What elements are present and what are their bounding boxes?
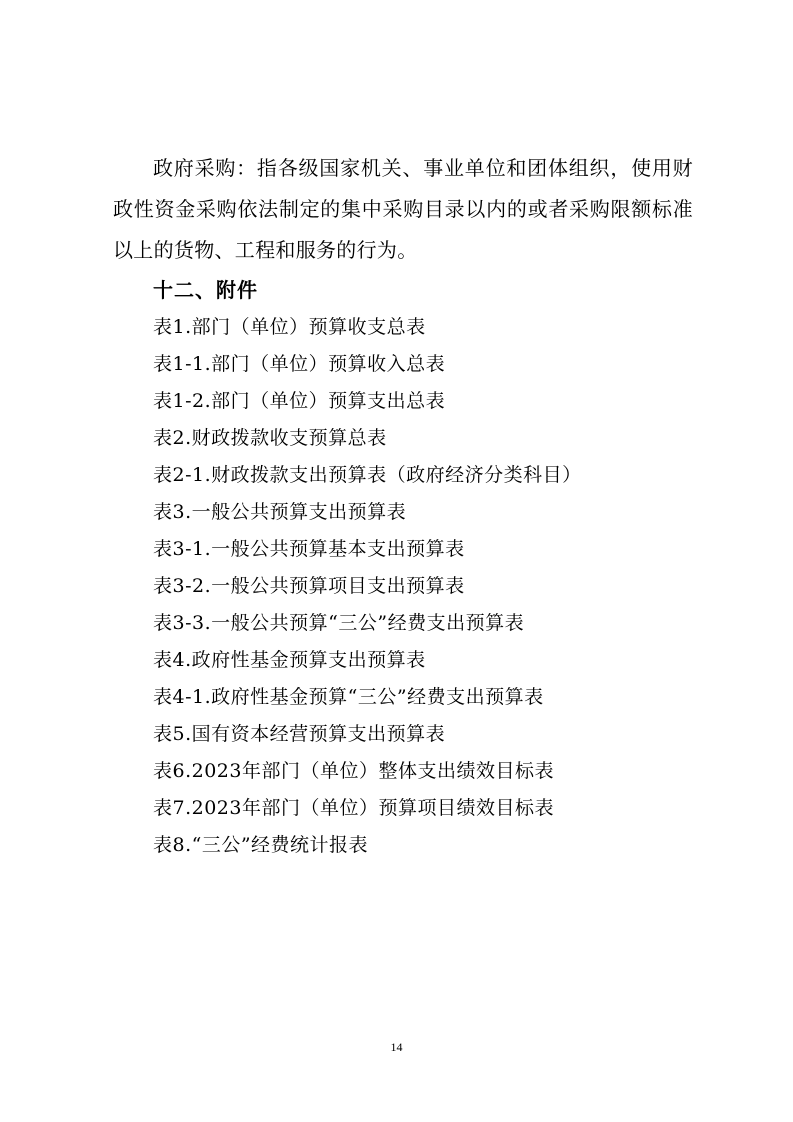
attachment-item: 表3.一般公共预算支出预算表 — [153, 501, 407, 523]
attachment-item: 表4.政府性基金预算支出预算表 — [153, 649, 426, 671]
attachment-item: 表2.财政拨款收支预算总表 — [153, 427, 387, 449]
attachment-item: 表6.2023年部门（单位）整体支出绩效目标表 — [153, 760, 554, 782]
page-number: 14 — [390, 1040, 403, 1054]
government-procurement-paragraph: 政府采购：指各级国家机关、事业单位和团体组织，使用财政性资金采购依法制定的集中采购目录以内的或者采购限额标准以上的货物、工程和服务的行为。 — [113, 156, 693, 262]
attachment-item: 表1.部门（单位）预算收支总表 — [153, 316, 426, 338]
attachment-item: 表4-1.政府性基金预算“三公”经费支出预算表 — [153, 686, 544, 708]
attachment-item: 表3-2.一般公共预算项目支出预算表 — [153, 575, 465, 597]
attachment-item: 表3-1.一般公共预算基本支出预算表 — [153, 538, 465, 560]
attachment-item: 表1-1.部门（单位）预算收入总表 — [153, 353, 446, 375]
attachment-item: 表1-2.部门（单位）预算支出总表 — [153, 390, 446, 412]
attachment-item: 表2-1.财政拨款支出预算表（政府经济分类科目） — [153, 464, 582, 486]
attachment-item: 表8.“三公”经费统计报表 — [153, 834, 369, 856]
attachment-item: 表7.2023年部门（单位）预算项目绩效目标表 — [153, 797, 554, 819]
attachment-list — [153, 309, 582, 864]
section-heading: 十二、附件 — [153, 278, 258, 302]
attachment-item: 表5.国有资本经营预算支出预算表 — [153, 723, 446, 745]
attachment-item: 表3-3.一般公共预算“三公”经费支出预算表 — [153, 612, 525, 634]
